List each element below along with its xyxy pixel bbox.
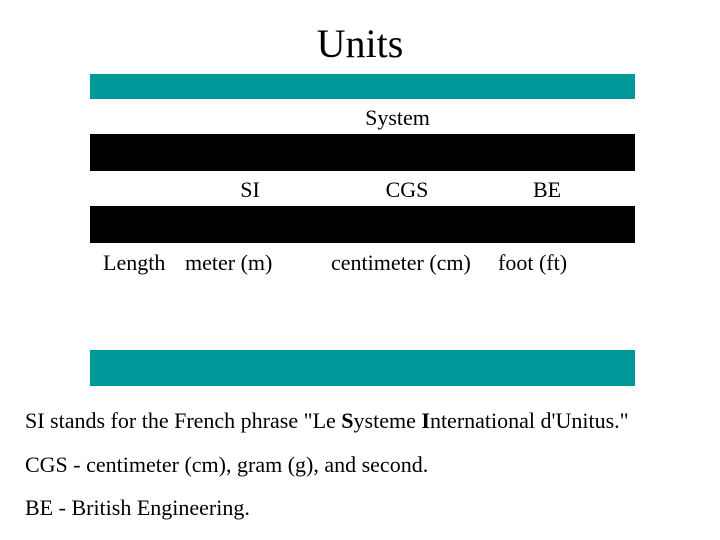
note-si: SI stands for the French phrase "Le Systeme International d'Unitus." (25, 408, 629, 433)
cell-length-cgs: centimeter (cm) (331, 250, 471, 275)
table-group-header: System (365, 105, 430, 130)
note-cgs: CGS - centimeter (cm), gram (g), and second. (25, 452, 429, 477)
slide-title: Units (316, 21, 404, 66)
table-bottom-bar (90, 350, 635, 386)
row-label-length: Length (103, 250, 166, 275)
column-header-be: BE (532, 177, 562, 202)
cell-length-be: foot (ft) (498, 250, 568, 275)
cell-length-si: meter (m) (185, 250, 273, 275)
column-header-si: SI (240, 177, 260, 202)
columns-divider-bar (90, 206, 635, 243)
table-top-bar (90, 74, 635, 99)
column-header-cgs: CGS (385, 177, 429, 202)
note-be: BE - British Engineering. (25, 495, 250, 520)
header-divider-bar (90, 134, 635, 171)
